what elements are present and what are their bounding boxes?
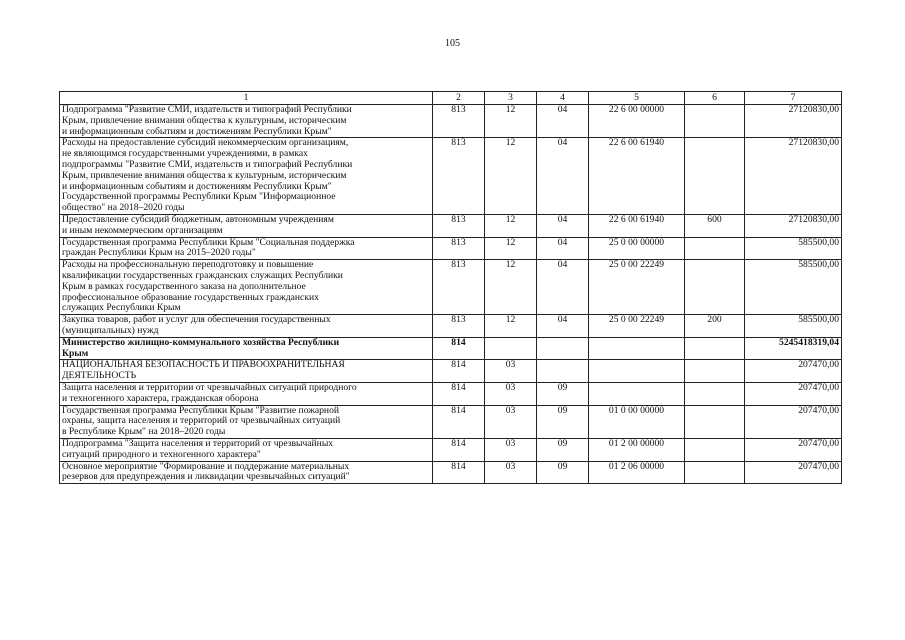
amount-cell: 5245418319,04	[745, 337, 842, 360]
section-code-cell: 03	[485, 461, 537, 484]
amount-cell: 585500,00	[745, 237, 842, 260]
expense-type-cell	[685, 237, 745, 260]
section-code-cell: 03	[485, 382, 537, 405]
amount-cell: 207470,00	[745, 405, 842, 438]
header-row	[60, 92, 842, 105]
section-code-cell: 12	[485, 214, 537, 237]
target-article-cell	[589, 382, 685, 405]
expense-type-cell	[685, 105, 745, 138]
amount-cell: 207470,00	[745, 360, 842, 383]
subsection-code-cell: 04	[537, 138, 589, 215]
amount-cell: 27120830,00	[745, 138, 842, 215]
grbs-code-cell: 814	[433, 337, 485, 360]
expense-type-cell	[685, 360, 745, 383]
grbs-code-cell: 813	[433, 214, 485, 237]
amount-cell: 207470,00	[745, 461, 842, 484]
subsection-code-cell: 04	[537, 105, 589, 138]
expense-type-cell	[685, 260, 745, 315]
column-header: 7	[745, 92, 842, 105]
column-header: 1	[60, 92, 433, 105]
target-article-cell	[589, 360, 685, 383]
amount-cell: 585500,00	[745, 260, 842, 315]
target-article-cell: 22 6 00 61940	[589, 214, 685, 237]
grbs-code-cell: 814	[433, 382, 485, 405]
subsection-code-cell: 04	[537, 260, 589, 315]
row-name-cell: Расходы на предоставление субсидий некоммерческим организациям, не являющимся государственными учреждениями, в рамках подпрограммы "Развитие СМИ, издательств и типографий Республики Крым, привлечение внимания общества к культурным, историческим и информационным событиям и достижениям Республики Крым" Государственной программы Республики Крым "Информационное общество" на 2018–2020 годы	[60, 138, 433, 215]
table-row	[60, 382, 842, 405]
section-code-cell: 03	[485, 438, 537, 461]
row-name-cell: Основное мероприятие "Формирование и поддержание материальных резервов для предупреждения и ликвидации чрезвычайных ситуаций"	[60, 461, 433, 484]
section-code-cell: 03	[485, 405, 537, 438]
grbs-code-cell: 813	[433, 315, 485, 338]
table-row	[60, 105, 842, 138]
expense-type-cell	[685, 405, 745, 438]
subsection-code-cell: 09	[537, 382, 589, 405]
amount-cell: 207470,00	[745, 438, 842, 461]
row-name-cell: НАЦИОНАЛЬНАЯ БЕЗОПАСНОСТЬ И ПРАВООХРАНИТЕЛЬНАЯ ДЕЯТЕЛЬНОСТЬ	[60, 360, 433, 383]
table-row	[60, 315, 842, 338]
target-article-cell: 01 0 00 00000	[589, 405, 685, 438]
subsection-code-cell: 09	[537, 461, 589, 484]
subsection-code-cell	[537, 337, 589, 360]
section-code-cell: 12	[485, 260, 537, 315]
grbs-code-cell: 814	[433, 461, 485, 484]
column-header: 3	[485, 92, 537, 105]
section-code-cell: 12	[485, 315, 537, 338]
amount-cell: 27120830,00	[745, 105, 842, 138]
target-article-cell	[589, 337, 685, 360]
row-name-cell: Государственная программа Республики Крым "Развитие пожарной охраны, защита населения и территорий от чрезвычайных ситуаций в Республике Крым" на 2018–2020 годы	[60, 405, 433, 438]
amount-cell: 207470,00	[745, 382, 842, 405]
target-article-cell: 01 2 06 00000	[589, 461, 685, 484]
target-article-cell: 25 0 00 22249	[589, 315, 685, 338]
expense-type-cell	[685, 382, 745, 405]
table-row	[60, 214, 842, 237]
target-article-cell: 25 0 00 00000	[589, 237, 685, 260]
target-article-cell: 22 6 00 00000	[589, 105, 685, 138]
section-code-cell: 12	[485, 237, 537, 260]
row-name-cell: Защита населения и территории от чрезвычайных ситуаций природного и техногенного характера, гражданская оборона	[60, 382, 433, 405]
expense-type-cell	[685, 337, 745, 360]
target-article-cell: 25 0 00 22249	[589, 260, 685, 315]
grbs-code-cell: 814	[433, 360, 485, 383]
table-row	[60, 260, 842, 315]
column-header: 5	[589, 92, 685, 105]
subsection-code-cell: 04	[537, 214, 589, 237]
column-header: 4	[537, 92, 589, 105]
expense-type-cell	[685, 138, 745, 215]
section-code-cell: 03	[485, 360, 537, 383]
table-row	[60, 360, 842, 383]
section-code-cell	[485, 337, 537, 360]
row-name-cell: Подпрограмма "Развитие СМИ, издательств и типографий Республики Крым, привлечение внимания общества к культурным, историческим и информационным событиям и достижениям Республики Крым"	[60, 105, 433, 138]
table-row	[60, 405, 842, 438]
table-row	[60, 138, 842, 215]
target-article-cell: 22 6 00 61940	[589, 138, 685, 215]
row-name-cell: Подпрограмма "Защита населения и территорий от чрезвычайных ситуаций природного и техногенного характера"	[60, 438, 433, 461]
page-number: 105	[445, 38, 460, 49]
expense-type-cell: 600	[685, 214, 745, 237]
row-name-cell: Закупка товаров, работ и услуг для обеспечения государственных (муниципальных) нужд	[60, 315, 433, 338]
row-name-cell: Министерство жилищно-коммунального хозяйства Республики Крым	[60, 337, 433, 360]
table-row	[60, 337, 842, 360]
expense-type-cell	[685, 438, 745, 461]
section-code-cell: 12	[485, 105, 537, 138]
table-row	[60, 237, 842, 260]
section-code-cell: 12	[485, 138, 537, 215]
column-header: 6	[685, 92, 745, 105]
target-article-cell: 01 2 00 00000	[589, 438, 685, 461]
table-row	[60, 461, 842, 484]
subsection-code-cell: 09	[537, 405, 589, 438]
expense-type-cell: 200	[685, 315, 745, 338]
row-name-cell: Расходы на профессиональную переподготовку и повышение квалификации государственных гражданских служащих Республики Крым в рамках государственного заказа на дополнительное профессиональное образование государственных гражданских служащих Республики Крым	[60, 260, 433, 315]
subsection-code-cell: 09	[537, 438, 589, 461]
table-row	[60, 438, 842, 461]
row-name-cell: Государственная программа Республики Крым "Социальная поддержка граждан Республики Крым на 2015–2020 годы"	[60, 237, 433, 260]
grbs-code-cell: 814	[433, 405, 485, 438]
grbs-code-cell: 813	[433, 260, 485, 315]
amount-cell: 585500,00	[745, 315, 842, 338]
grbs-code-cell: 814	[433, 438, 485, 461]
row-name-cell: Предоставление субсидий бюджетным, автономным учреждениям и иным некоммерческим организациям	[60, 214, 433, 237]
grbs-code-cell: 813	[433, 138, 485, 215]
budget-table	[59, 91, 842, 484]
grbs-code-cell: 813	[433, 105, 485, 138]
amount-cell: 27120830,00	[745, 214, 842, 237]
grbs-code-cell: 813	[433, 237, 485, 260]
column-header: 2	[433, 92, 485, 105]
subsection-code-cell	[537, 360, 589, 383]
expense-type-cell	[685, 461, 745, 484]
subsection-code-cell: 04	[537, 237, 589, 260]
subsection-code-cell: 04	[537, 315, 589, 338]
